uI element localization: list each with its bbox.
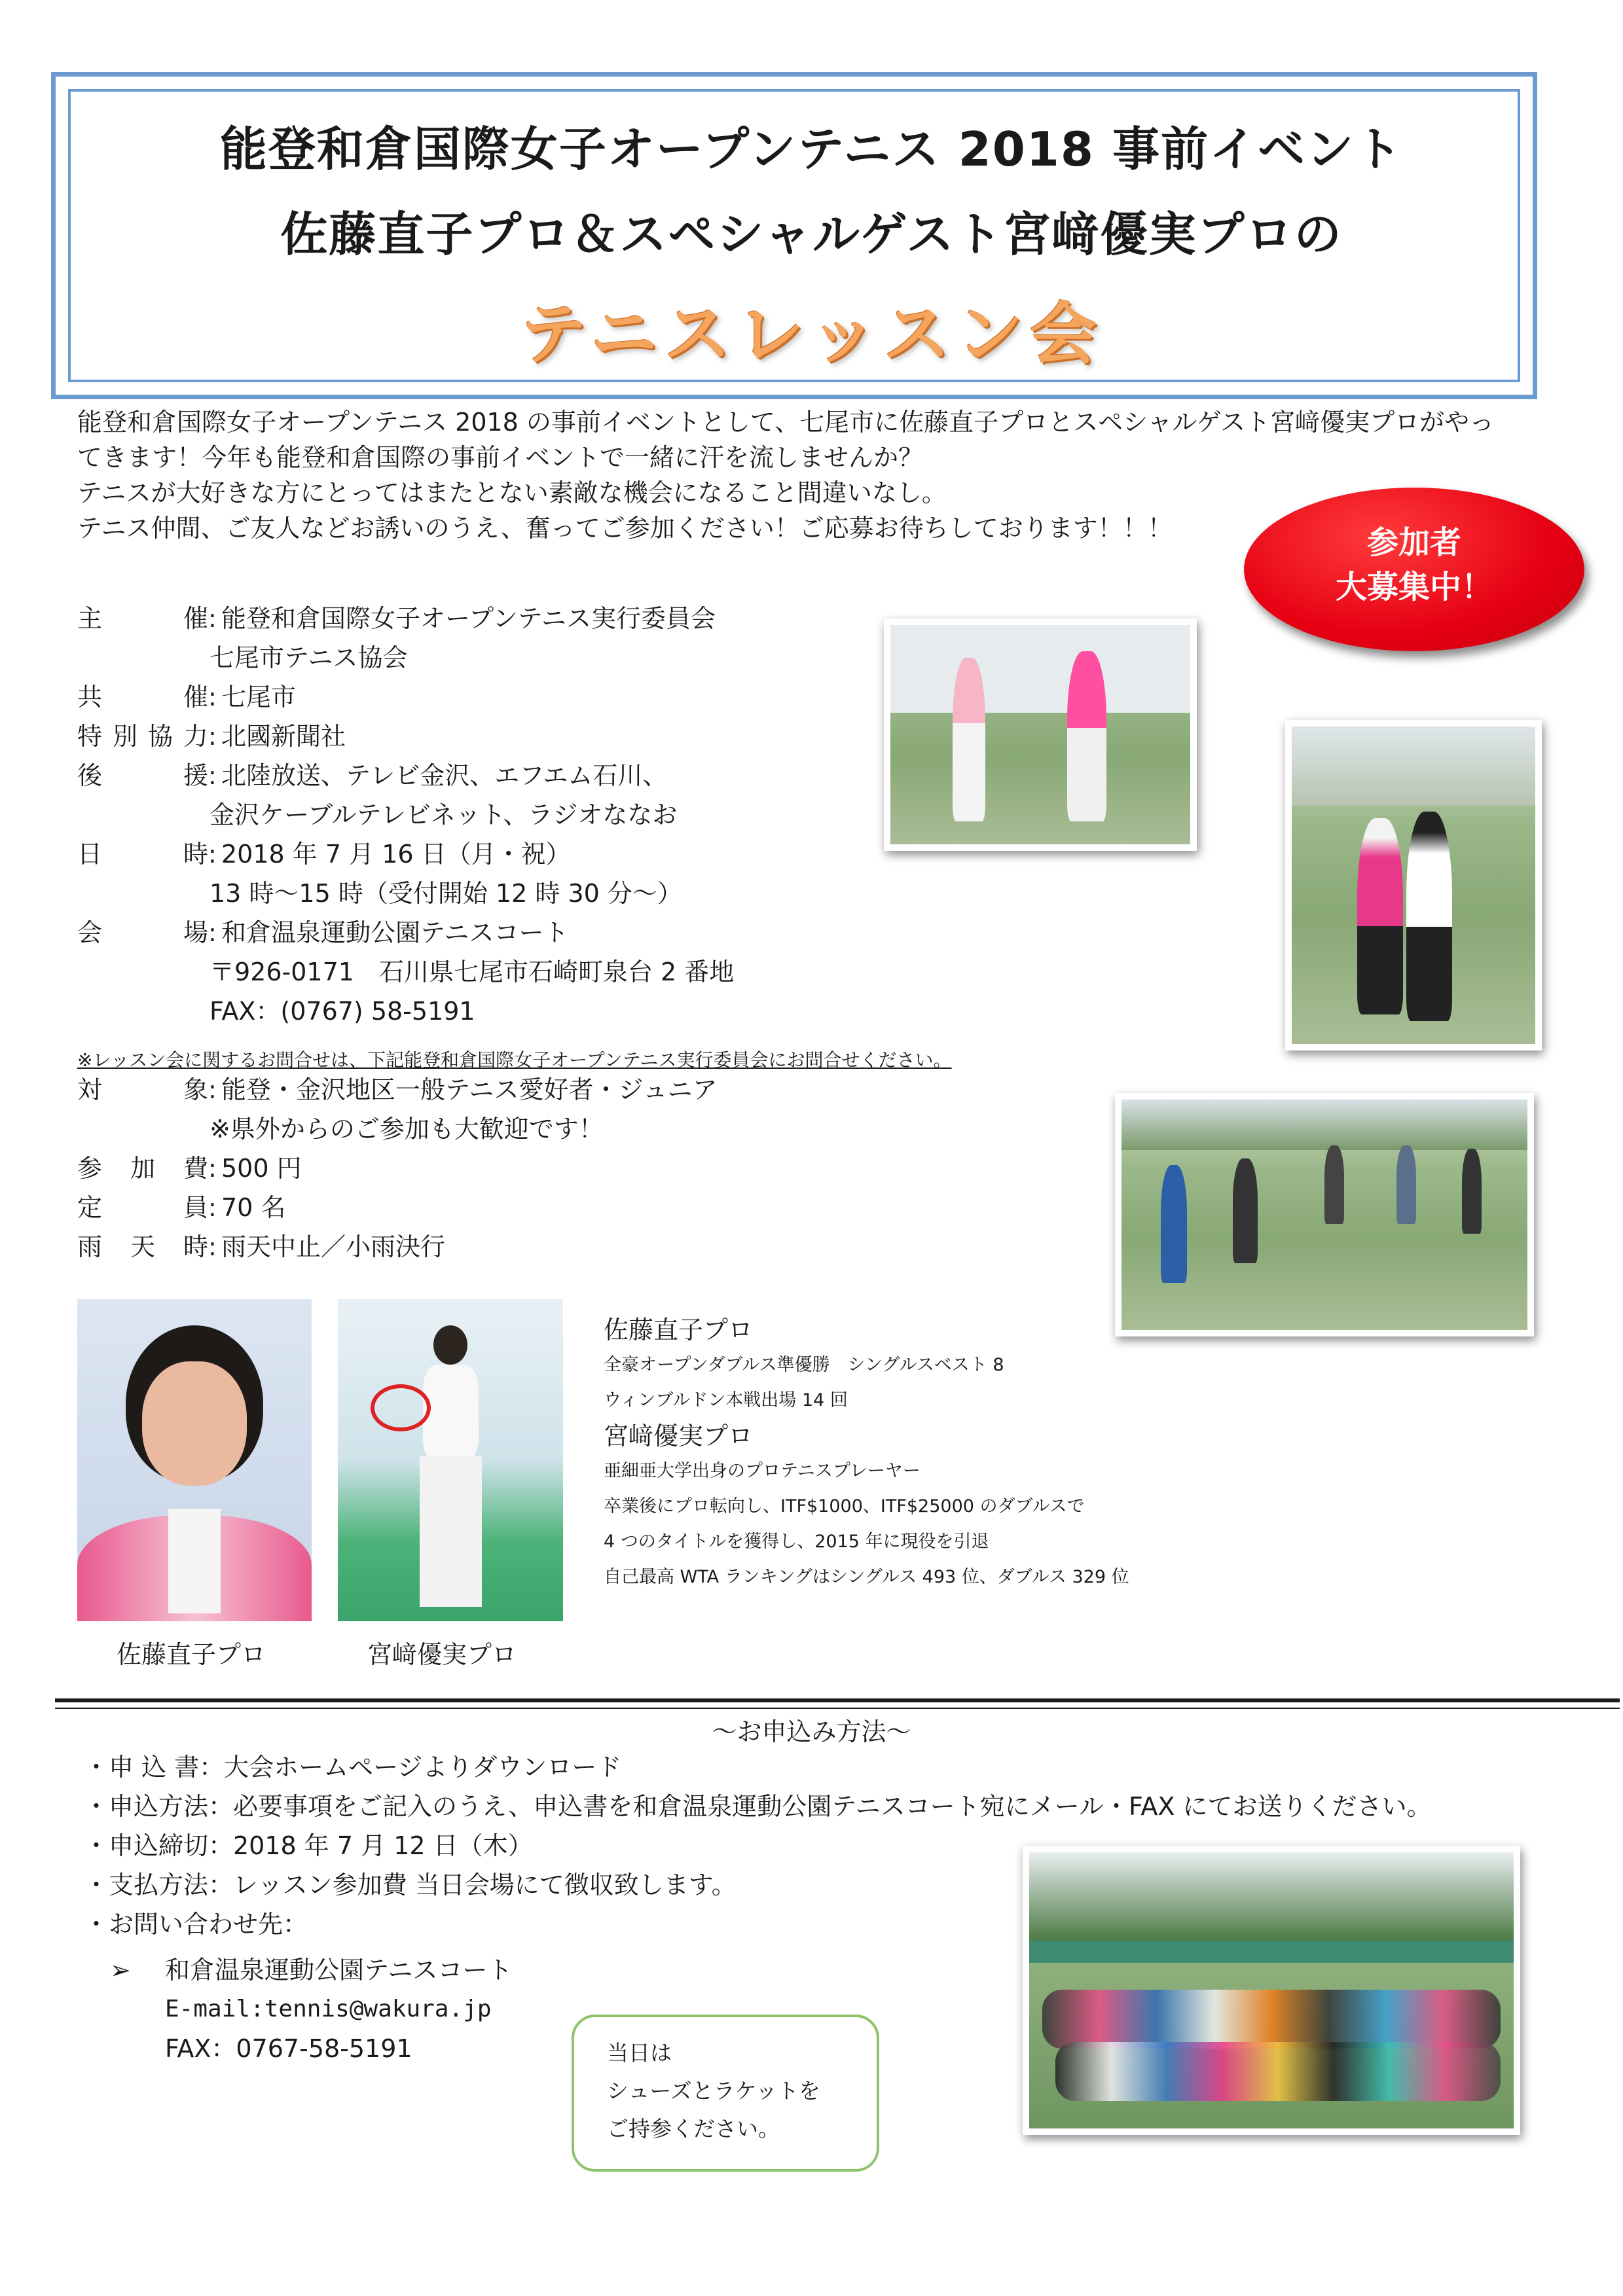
section-divider-thin <box>55 1708 1620 1709</box>
info-fax: FAX：(0767) 58-5191 <box>210 997 475 1026</box>
info-cosponsor: 共 催: 七尾市 <box>77 679 296 715</box>
event-photo-1 <box>884 619 1197 851</box>
bring-items-note <box>572 2015 879 2172</box>
info-label: 日 時 <box>77 840 208 869</box>
info-time: 13 時～15 時（受付開始 12 時 30 分～） <box>210 879 682 908</box>
group-photo <box>1023 1846 1520 2135</box>
apply-contact-row: ・お問い合わせ先： <box>84 1910 308 1939</box>
bio-line: 亜細亜大学出身のプロテニスプレーヤー <box>604 1461 921 1481</box>
apply-form-row: ・申 込 書：大会ホームページよりダウンロード <box>84 1753 622 1782</box>
bio-line: 自己最高 WTA ランキングはシングルス 493 位、ダブルス 329 位 <box>604 1567 1129 1587</box>
info-label: 雨天時 <box>77 1232 208 1261</box>
bio-name: 佐藤直子プロ <box>604 1316 754 1344</box>
inquiry-note: ※レッスン会に関するお問合せは、下記能登和倉国際女子オープンテニス実行委員会にお問合せください。 <box>77 1049 952 1071</box>
info-support: 後 援: 北陸放送、テレビ金沢、エフエム石川、 <box>77 758 667 793</box>
info-value: 能登・金沢地区一般テニス愛好者・ジュニア <box>221 1075 718 1104</box>
info-organizer: 主 催: 能登和倉国際女子オープンテニス実行委員会 <box>77 601 716 636</box>
badge-line: 大募集中！ <box>1335 569 1493 605</box>
event-subtitle: 佐藤直子プロ＆スペシャルゲスト宮﨑優実プロの <box>280 207 1343 262</box>
apply-section-title: ～お申込み方法～ <box>712 1717 911 1746</box>
info-rain: 雨天時: 雨天中止／小雨決行 <box>77 1229 445 1265</box>
info-label: 後 援 <box>77 761 208 790</box>
info-value: 北國新聞社 <box>221 722 346 751</box>
event-photo-2 <box>1285 720 1542 1050</box>
bio-line: 全豪オープンダブルス準優勝 シングルスベスト 8 <box>604 1355 1004 1375</box>
info-label: 特別協力 <box>77 722 208 751</box>
info-label: 共 催 <box>77 683 208 711</box>
info-value: 和倉温泉運動公園テニスコート <box>221 918 569 947</box>
caption-miyazaki: 宮﨑優実プロ <box>367 1640 517 1669</box>
miyazaki-photo <box>338 1299 563 1621</box>
info-value: 七尾市 <box>221 683 297 711</box>
contact-name: 和倉温泉運動公園テニスコート <box>165 1956 513 1984</box>
badge-line: 参加者 <box>1366 524 1461 561</box>
info-address: 〒926-0171 石川県七尾市石崎町泉台 2 番地 <box>210 958 735 986</box>
info-value: 2018 年 7 月 16 日（月・祝） <box>221 840 571 869</box>
note-line: シューズとラケットを <box>607 2078 821 2104</box>
intro-line: テニスが大好きな方にとってはまたとない素敵な機会になること間違いなし。 <box>77 478 947 507</box>
info-label: 会 場 <box>77 918 208 947</box>
bio-line: 4 つのタイトルを獲得し、2015 年に現役を引退 <box>604 1532 989 1552</box>
info-datetime: 日 時: 2018 年 7 月 16 日（月・祝） <box>77 836 571 872</box>
info-organizer2: 七尾市テニス協会 <box>210 643 408 672</box>
info-capacity: 定 員: 70 名 <box>77 1190 285 1225</box>
event-title: 能登和倉国際女子オープンテニス 2018 事前イベント <box>219 122 1404 177</box>
info-value: 北陸放送、テレビ金沢、エフエム石川、 <box>221 761 668 790</box>
contact-fax: FAX：0767-58-5191 <box>165 2034 412 2063</box>
recruitment-badge <box>1244 488 1584 651</box>
main-title: テニスレッスン会 <box>520 296 1103 374</box>
intro-line: てきます！今年も能登和倉国際の事前イベントで一緒に汗を流しませんか？ <box>77 443 924 472</box>
info-value: 500 円 <box>221 1154 302 1183</box>
bio-line: ウィンブルドン本戦出場 14 回 <box>604 1390 848 1410</box>
arrow-icon: ➢ <box>110 1956 131 1984</box>
info-target: 対 象: 能登・金沢地区一般テニス愛好者・ジュニア <box>77 1072 718 1107</box>
info-label: 定 員 <box>77 1193 208 1222</box>
intro-line: テニス仲間、ご友人などお誘いのうえ、奮ってご参加ください！ご応募お待ちしております！！！ <box>77 514 1173 543</box>
info-target2: ※県外からのご参加も大歓迎です！ <box>210 1115 604 1143</box>
section-divider <box>55 1698 1620 1702</box>
note-line: 当日は <box>607 2040 672 2066</box>
info-venue: 会 場: 和倉温泉運動公園テニスコート <box>77 915 568 950</box>
apply-method-row: ・申込方法：必要事項をご記入のうえ、申込書を和倉温泉運動公園テニスコート宛にメール・FAX にてお送りください。 <box>84 1792 1432 1821</box>
intro-line: 能登和倉国際女子オープンテニス 2018 の事前イベントとして、七尾市に佐藤直子プロとスペシャルゲスト宮﨑優実プロがやっ <box>77 408 1495 437</box>
info-fee: 参加費: 500 円 <box>77 1151 302 1186</box>
profile-bios <box>604 1312 1129 1595</box>
bio-name: 宮﨑優実プロ <box>604 1422 754 1450</box>
event-photo-3 <box>1115 1093 1534 1336</box>
info-value: 雨天中止／小雨決行 <box>221 1232 446 1261</box>
bio-line: 卒業後にプロ転向し、ITF$1000、ITF$25000 のダブルスで <box>604 1496 1085 1516</box>
contact-email: E-mail:tennis@wakura.jp <box>165 1996 492 2022</box>
caption-sato: 佐藤直子プロ <box>117 1640 266 1669</box>
apply-deadline-row: ・申込締切：2018 年 7 月 12 日（木） <box>84 1831 533 1860</box>
info-value: 70 名 <box>221 1193 286 1222</box>
sato-photo <box>77 1299 312 1621</box>
apply-payment-row: ・支払方法：レッスン参加費 当日会場にて徴収致します。 <box>84 1871 737 1899</box>
info-special: 特別協力: 北國新聞社 <box>77 719 346 754</box>
info-label: 対 象 <box>77 1075 208 1104</box>
info-label: 参加費 <box>77 1154 208 1183</box>
info-support2: 金沢ケーブルテレビネット、ラジオななお <box>210 800 678 829</box>
info-value: 能登和倉国際女子オープンテニス実行委員会 <box>221 604 716 633</box>
note-line: ご持参ください。 <box>607 2116 780 2142</box>
info-label: 主 催 <box>77 604 208 633</box>
